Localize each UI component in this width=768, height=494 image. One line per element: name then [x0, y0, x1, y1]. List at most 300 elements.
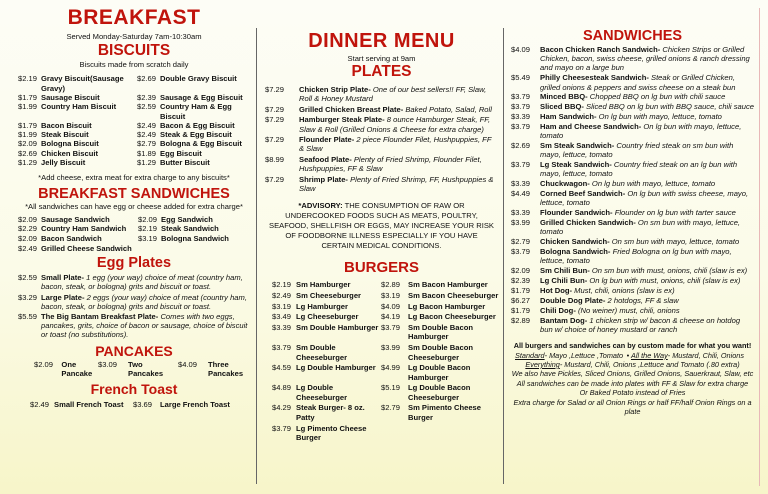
- item-price: $3.79: [511, 122, 531, 132]
- item-price: $2.89: [511, 315, 531, 325]
- sandwich-row: [511, 208, 754, 217]
- item-desc: On lg bun with swiss cheese, mayo, lettuce, tomato: [540, 189, 749, 208]
- item-price: $2.09: [511, 266, 531, 276]
- extras-line-1: We also have Pickles, Sliced Onions, Grilled Onions, Sauerkraut, Slaw, etc: [511, 369, 754, 379]
- breakfast-sandwich-row-left: [18, 224, 138, 234]
- item-text: [41, 273, 250, 291]
- item-price: $3.79: [511, 92, 531, 102]
- item-name: Corned Beef Sandwich-: [540, 189, 626, 199]
- item-name: Grilled Chicken Sandwich-: [540, 218, 636, 228]
- item-desc: 1 chicken strip w/ bacon & cheese on hotdog bun w/ choice of honey mustard or ranch: [540, 315, 741, 334]
- item-text: [299, 85, 498, 103]
- item-price: $2.79: [137, 139, 157, 149]
- item-text: [299, 135, 498, 153]
- item-name: Sm Bacon Cheeseburger: [408, 290, 499, 300]
- breakfast-hours: Served Monday-Saturday 7am-10:30am: [66, 32, 202, 41]
- item-name: Lg Double Bacon Hamburger: [408, 363, 471, 382]
- advisory-body: THE CONSUMPTION OF RAW OR UNDERCOOKED FOODS SUCH AS MEATS, POULTRY, SEAFOOD, SHELLFISH OR EGGS, MAY INCREASE YOUR RISK OF FOODBORNE ILLNESS ESPECIALLY IF YOU HAVE CERTAIN MEDICAL CONDITIONS.: [269, 200, 494, 250]
- extras-line-2: All sandwiches can be made into plates with FF & Slaw for extra charge: [516, 378, 749, 388]
- item-desc: On lg bun with mayo, lettuce, tomato: [540, 122, 742, 141]
- pancake-list: [18, 360, 250, 378]
- biscuit-row: [18, 93, 250, 102]
- item-name: Lg Cheeseburger: [296, 312, 359, 322]
- item-price: $7.29: [265, 104, 285, 114]
- item-price: $2.59: [18, 273, 38, 283]
- item-price: $3.69: [133, 399, 153, 409]
- item-name: Hot Dog-: [540, 286, 573, 296]
- breakfast-sandwich-row-right: [138, 234, 250, 244]
- item-name: Bantam Dog-: [540, 315, 588, 325]
- item-price: $2.39: [511, 276, 531, 286]
- item-name: Lg Chili Bun-: [540, 276, 588, 286]
- sandwich-row: [511, 316, 754, 334]
- item-name: One Pancake: [61, 359, 93, 378]
- item-price: $3.19: [272, 301, 292, 311]
- sandwich-row: [511, 102, 754, 111]
- item-name: Jelly Biscuit: [41, 158, 86, 168]
- item-price: $1.29: [137, 158, 157, 168]
- column-divider: [503, 28, 504, 484]
- item-name: Country Ham Biscuit: [41, 102, 117, 112]
- item-name: Shrimp Plate-: [299, 174, 348, 184]
- sandwich-row: [511, 306, 754, 315]
- item-name: Two Pancakes: [128, 359, 164, 378]
- item-price: $1.79: [511, 286, 531, 296]
- dinner-plate-row: [265, 175, 498, 193]
- item-price: $4.29: [272, 403, 292, 413]
- item-price: $2.29: [18, 224, 38, 234]
- item-price: $1.89: [137, 148, 157, 158]
- item-price: $3.29: [18, 292, 38, 302]
- breakfast-sandwich-row: [18, 215, 250, 225]
- item-text: [540, 218, 754, 236]
- extras-line-4: Extra charge for Salad or all Onion Rings or half FF/half Onion Rings on a plate: [513, 397, 752, 416]
- plates-title: PLATES: [351, 63, 412, 81]
- item-text: [540, 141, 754, 159]
- breakfast-sandwich-row-left: [18, 234, 138, 244]
- dinner-column: [265, 0, 498, 444]
- item-price: $4.09: [511, 45, 531, 54]
- sandwich-list: [511, 45, 754, 334]
- item-price: $3.39: [511, 112, 531, 122]
- biscuit-row-left: [18, 93, 137, 102]
- item-desc: 1 egg (your way) choice of meat (country ham, bacon, steak, or bologna) grits and biscuit or toast.: [41, 273, 243, 292]
- biscuit-row: [18, 102, 250, 121]
- sandwich-row: [511, 92, 754, 101]
- item-name: [408, 424, 503, 443]
- item-name: Seafood Plate-: [299, 154, 352, 164]
- item-price: $2.09: [18, 214, 38, 224]
- everything-text: - Mustard, Chili, Onions ,Lettuce and Tomato (.80 extra): [559, 359, 740, 369]
- item-price: $3.39: [272, 323, 292, 333]
- custom-notes: [511, 341, 754, 416]
- biscuit-row-left: [18, 102, 137, 121]
- item-name: Small French Toast: [54, 399, 124, 409]
- biscuit-row: [18, 121, 250, 130]
- custom-note: All burgers and sandwiches can by custom made for what you want!: [513, 341, 752, 351]
- dinner-plate-row: [265, 105, 498, 114]
- sandwich-row: [511, 122, 754, 140]
- sandwich-row: [511, 45, 754, 73]
- item-desc: Comes with two eggs, pancakes, grits, choice of bacon or sausage, choice of biscuit or toast (no substitutions).: [41, 311, 248, 340]
- breakfast-sandwich-list: [18, 215, 250, 253]
- item-text: [540, 237, 754, 246]
- item-desc: 8 ounce Hamburger Steak, FF, Slaw & Roll (Grilled Onions & Cheese for extra charge): [299, 115, 491, 134]
- breakfast-title: BREAKFAST: [67, 6, 201, 29]
- item-desc: On lg bun with mayo, lettuce, tomato: [589, 179, 716, 189]
- breakfast-sandwich-row-left: [18, 215, 138, 225]
- item-desc: Chopped BBQ on lg bun with chili sauce: [587, 92, 726, 102]
- item-price: $1.99: [18, 102, 38, 112]
- item-price: $7.29: [265, 135, 285, 145]
- item-desc: Flounder on lg bun with tarter sauce: [612, 208, 736, 218]
- burger-list: [272, 280, 498, 444]
- column-divider: [256, 28, 257, 484]
- breakfast-sandwiches-note: *All sandwiches can have egg or cheese added for extra charge*: [25, 201, 243, 211]
- french-toast-title: French Toast: [90, 380, 178, 397]
- french-toast-item: [18, 400, 133, 410]
- biscuit-row-left: [18, 130, 137, 139]
- item-name: The Big Bantam Breakfast Plate-: [41, 311, 159, 321]
- biscuit-row-right: [137, 130, 250, 139]
- item-name: Sm Double Hamburger: [296, 323, 379, 333]
- dinner-start: Start serving at 9am: [347, 54, 416, 63]
- sandwich-row: [511, 247, 754, 265]
- item-price: $4.89: [272, 383, 292, 393]
- item-name: Philly Cheesesteak Sandwich-: [540, 73, 649, 83]
- item-text: [540, 92, 754, 101]
- item-price: $2.49: [137, 130, 157, 140]
- item-name: Bacon & Egg Biscuit: [160, 120, 235, 130]
- sandwich-row: [511, 296, 754, 305]
- item-price: $1.79: [511, 305, 531, 315]
- breakfast-sandwich-row: [18, 224, 250, 234]
- item-desc: Country fried steak on sm bun with mayo, lettuce, tomato: [540, 141, 734, 160]
- item-price: $3.79: [511, 160, 531, 170]
- item-desc: Steak or Grilled Chicken, grilled onions & peppers and swiss cheese on a steak bun: [540, 73, 736, 92]
- standard-text: - Mayo ,Lettuce ,Tomato: [544, 350, 624, 360]
- item-name: Lg Double Hamburger: [296, 363, 376, 373]
- item-text: [41, 293, 250, 311]
- item-desc: 2 piece Flounder Filet, Hushpuppies, FF & Slaw: [299, 135, 492, 154]
- item-text: [540, 179, 754, 188]
- item-price: $3.19: [138, 233, 158, 243]
- item-desc: On lg bun with mayo, lettuce, tomato: [596, 112, 722, 122]
- biscuit-list: [18, 74, 250, 167]
- item-price: $6.27: [511, 295, 531, 305]
- item-price: $1.79: [18, 120, 38, 130]
- item-price: $7.29: [265, 115, 285, 125]
- item-name: Egg Sandwich: [161, 214, 213, 224]
- advisory-text: [265, 201, 498, 251]
- item-price: $3.79: [511, 247, 531, 257]
- allway-text: - Mustard, Chili, Onions: [667, 350, 744, 360]
- item-price: $4.59: [272, 363, 292, 373]
- item-price: $2.69: [18, 148, 38, 158]
- item-name: Bacon Chicken Ranch Sandwich-: [540, 45, 661, 54]
- item-name: Sm Chili Bun-: [540, 266, 590, 276]
- sandwiches-title: SANDWICHES: [582, 28, 683, 44]
- biscuit-row: [18, 74, 250, 93]
- item-name: Bologna & Egg Biscuit: [160, 139, 242, 149]
- item-price: $2.39: [137, 93, 157, 102]
- item-text: [299, 105, 498, 114]
- item-price: $2.49: [137, 120, 157, 130]
- biscuits-note: Biscuits made from scratch daily: [79, 60, 189, 70]
- standard-label: Standard: [515, 350, 545, 360]
- item-name: Double Dog Plate-: [540, 295, 606, 305]
- egg-plate-list: [18, 273, 250, 339]
- item-name: Flounder Plate-: [299, 135, 355, 145]
- item-name: Lg Pimento Cheese Burger: [296, 423, 367, 442]
- sandwich-row: [511, 112, 754, 121]
- french-toast-item: [133, 400, 243, 410]
- item-text: [540, 160, 754, 178]
- item-price: $3.79: [381, 323, 401, 333]
- item-name: Sm Cheeseburger: [296, 290, 361, 300]
- sandwich-row: [511, 189, 754, 207]
- item-price: $3.99: [511, 218, 531, 228]
- item-text: [540, 316, 754, 334]
- item-price: $2.09: [138, 214, 158, 224]
- biscuit-row-right: [137, 93, 250, 102]
- item-price: $2.49: [30, 399, 50, 409]
- egg-plate-row: [18, 293, 250, 311]
- item-price: [381, 424, 408, 444]
- item-name: Chili Dog-: [540, 305, 576, 315]
- item-price: $3.79: [272, 343, 292, 353]
- biscuit-row-right: [137, 121, 250, 130]
- item-name: Sm Double Cheeseburger: [296, 343, 348, 362]
- item-price: $2.19: [18, 74, 38, 84]
- sandwich-row: [511, 179, 754, 188]
- sandwiches-column: [511, 0, 754, 416]
- item-price: $3.79: [511, 102, 531, 112]
- item-price: $2.09: [18, 139, 38, 149]
- sandwich-row: [511, 266, 754, 275]
- item-desc: Must, chili, onions (slaw is ex): [572, 286, 675, 296]
- item-price: $2.09: [34, 359, 54, 369]
- item-desc: Sliced BBQ on lg bun with BBQ sauce, chili sauce: [583, 102, 754, 112]
- french-toast-list: [18, 400, 250, 410]
- item-name: Flounder Sandwich-: [540, 208, 613, 218]
- item-text: [299, 175, 498, 193]
- egg-plate-row: [18, 273, 250, 291]
- breakfast-sandwich-row-left: [18, 244, 138, 254]
- dinner-plate-row: [265, 135, 498, 153]
- sandwich-row: [511, 73, 754, 91]
- item-text: [540, 208, 754, 217]
- item-price: $5.19: [381, 383, 401, 393]
- biscuits-footnote: *Add cheese, extra meat for extra charge to any biscuits*: [38, 173, 230, 183]
- item-name: Steak & Egg Biscuit: [160, 130, 232, 140]
- item-price: $5.59: [18, 311, 38, 321]
- item-desc: On sm bun with mayo, lettuce, tomato: [540, 218, 741, 237]
- sandwich-row: [511, 160, 754, 178]
- item-text: [299, 155, 498, 173]
- item-name: Grilled Cheese Sandwich: [41, 243, 132, 253]
- item-desc: Country fried steak on an lg bun with mayo, lettuce, tomato: [540, 160, 738, 179]
- item-name: Bologna Sandwich-: [540, 247, 611, 257]
- item-name: Ham and Cheese Sandwich-: [540, 122, 642, 132]
- biscuit-row-right: [137, 102, 250, 121]
- item-price: $8.99: [265, 154, 285, 164]
- item-price: $4.49: [511, 189, 531, 199]
- breakfast-sandwich-row-right: [138, 215, 250, 225]
- item-name: Sausage & Egg Biscuit: [160, 93, 243, 102]
- biscuit-row-left: [18, 121, 137, 130]
- breakfast-sandwiches-title: BREAKFAST SANDWICHES: [38, 185, 230, 202]
- item-name: Bacon Biscuit: [41, 120, 92, 130]
- item-name: Chicken Biscuit: [41, 148, 98, 158]
- item-name: Double Gravy Biscuit: [160, 74, 237, 84]
- biscuit-row: [18, 130, 250, 139]
- egg-plate-row: [18, 312, 250, 340]
- item-price: $7.29: [265, 174, 285, 184]
- sandwich-row: [511, 141, 754, 159]
- dinner-plate-row: [265, 155, 498, 173]
- item-desc: One of our best sellers!! FF, Slaw, Roll & Honey Mustard: [299, 85, 487, 104]
- item-name: Lg Double Bacon Cheeseburger: [408, 383, 471, 402]
- item-name: Sm Pimento Cheese Burger: [408, 403, 482, 422]
- item-price: $2.69: [137, 74, 157, 84]
- biscuit-row: [18, 139, 250, 148]
- item-price: $2.19: [138, 224, 158, 234]
- item-text: [540, 122, 754, 140]
- item-text: [540, 276, 754, 285]
- item-price: $3.39: [511, 179, 531, 189]
- item-name: Lg Hamburger: [296, 301, 348, 311]
- item-name: Minced BBQ-: [540, 92, 588, 102]
- item-price: $2.09: [18, 233, 38, 243]
- item-text: [540, 45, 754, 73]
- item-text: [540, 247, 754, 265]
- item-price: $2.79: [511, 237, 531, 247]
- item-name: Lg Bacon Cheeseburger: [408, 312, 496, 322]
- dinner-plate-list: [265, 85, 498, 193]
- item-name: Sausage Biscuit: [41, 93, 100, 102]
- burgers-title: BURGERS: [343, 258, 419, 276]
- item-price: $2.49: [18, 243, 38, 253]
- dinner-plate-row: [265, 115, 498, 133]
- biscuit-row-right: [137, 158, 250, 167]
- item-desc: 2 hotdogs, FF & slaw: [605, 295, 679, 305]
- item-desc: 2 eggs (your way) choice of meat (country ham, bacon, steak, or bologna) grits and biscuit or toast.: [41, 292, 247, 311]
- item-name: Steak Biscuit: [41, 130, 89, 140]
- biscuit-row-left: [18, 149, 137, 158]
- item-name: Sm Double Bacon Cheeseburger: [408, 343, 473, 362]
- item-price: $7.29: [265, 85, 285, 95]
- biscuit-row-right: [137, 149, 250, 158]
- item-name: Butter Biscuit: [160, 158, 210, 168]
- sandwich-row: [511, 218, 754, 236]
- item-price: $5.49: [511, 73, 531, 83]
- item-name: Three Pancakes: [208, 359, 244, 378]
- item-text: [540, 266, 754, 275]
- item-price: $4.99: [381, 363, 401, 373]
- item-name: Lg Bacon Hamburger: [408, 301, 486, 311]
- item-price: $2.89: [381, 279, 401, 289]
- biscuit-row-right: [137, 74, 250, 93]
- item-text: [540, 102, 754, 111]
- item-price: $3.09: [98, 359, 118, 369]
- item-name: Small Plate-: [41, 273, 85, 283]
- everything-label: Everything: [525, 359, 560, 369]
- item-name: Sm Hamburger: [296, 279, 351, 289]
- item-name: Lg Steak Sandwich-: [540, 160, 612, 170]
- item-desc: On sm bun with mayo, lettuce, tomato: [609, 237, 740, 247]
- item-name: Chicken Sandwich-: [540, 237, 610, 247]
- item-text: [540, 112, 754, 121]
- sandwich-row: [511, 276, 754, 285]
- item-name: Lg Double Cheeseburger: [296, 383, 348, 402]
- breakfast-column: [18, 0, 250, 409]
- advisory-label: *ADVISORY:: [298, 200, 343, 210]
- item-desc: (No weiner) must, chili, onions: [575, 305, 680, 315]
- item-price: $1.79: [18, 93, 38, 102]
- biscuit-row-left: [18, 158, 137, 167]
- item-name: Chicken Strip Plate-: [299, 85, 371, 95]
- biscuit-row: [18, 158, 250, 167]
- breakfast-sandwich-row-right: [138, 224, 250, 234]
- biscuit-row: [18, 149, 250, 158]
- sandwich-row: [511, 237, 754, 246]
- item-price: $1.99: [18, 130, 38, 140]
- item-text: [540, 189, 754, 207]
- item-price: $3.39: [511, 208, 531, 218]
- item-name: Steak Burger- 8 oz. Patty: [296, 403, 365, 422]
- item-name: Sm Steak Sandwich-: [540, 141, 615, 151]
- item-name: Large French Toast: [160, 399, 230, 409]
- pancake-item: [18, 360, 98, 378]
- egg-plates-title: Egg Plates: [96, 255, 172, 272]
- item-name: Steak Sandwich: [161, 224, 219, 234]
- item-name: Sausage Sandwich: [41, 214, 110, 224]
- item-name: Egg Biscuit: [160, 148, 202, 158]
- item-name: Hamburger Steak Plate-: [299, 115, 385, 125]
- item-desc: Baked Potato, Salad, Roll: [403, 104, 492, 114]
- item-price: $3.19: [381, 290, 401, 300]
- pancakes-title: PANCAKES: [95, 342, 173, 359]
- item-text: [540, 296, 754, 305]
- biscuit-row-left: [18, 139, 137, 148]
- item-desc: Fried Bologna on lg bun with mayo, lettuce, tomato: [540, 247, 732, 266]
- item-text: [299, 115, 498, 133]
- pancake-item: [178, 360, 250, 378]
- item-desc: On lg bun with must, onions, chili (slaw is ex): [587, 276, 741, 286]
- item-name: Country Ham Sandwich: [41, 224, 127, 234]
- item-name: Sm Bacon Hamburger: [408, 279, 488, 289]
- biscuit-row-left: [18, 74, 137, 93]
- item-price: $2.59: [137, 102, 157, 112]
- item-price: $2.79: [381, 403, 401, 413]
- extras-line-3: Or Baked Potato instead of Fries: [579, 388, 686, 398]
- item-price: $1.29: [18, 158, 38, 168]
- item-price: $2.19: [272, 279, 292, 289]
- pancake-item: [98, 360, 178, 378]
- item-name: Ham Sandwich-: [540, 112, 597, 122]
- item-desc: On sm bun with must, onions, chili (slaw is ex): [589, 266, 748, 276]
- item-desc: Plenty of Fried Shrimp, Flounder Filet, Hushpuppies, FF & Slaw: [299, 154, 482, 174]
- item-price: $2.69: [511, 141, 531, 151]
- item-name: Grilled Chicken Breast Plate-: [299, 104, 404, 114]
- breakfast-sandwich-row-right: [138, 244, 250, 254]
- allway-label: All the Way: [630, 350, 668, 360]
- standard-allway-line: Standard- Mayo ,Lettuce ,Tomato • All the Way- Mustard, Chili, Onions: [515, 350, 744, 360]
- item-name: Bologna Sandwich: [161, 233, 229, 243]
- item-price: $3.99: [381, 343, 401, 353]
- item-price: $3.49: [272, 312, 292, 322]
